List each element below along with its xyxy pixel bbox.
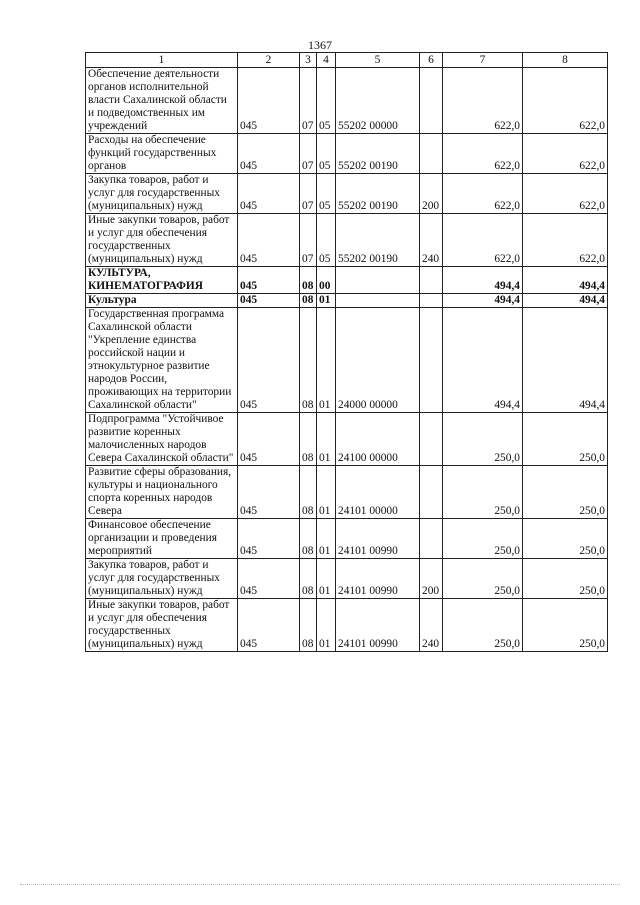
section-code: 07	[300, 68, 317, 134]
target-article-code: 24101 00990	[336, 599, 420, 652]
item-name: Обеспечение деятельности органов исполнительной власти Сахалинской области и подведомственных им учреждений	[86, 68, 238, 134]
amount-col7: 250,0	[443, 413, 523, 466]
column-header: 1	[86, 53, 238, 68]
target-article-code: 24101 00000	[336, 466, 420, 519]
subsection-code: 05	[317, 214, 336, 267]
subsection-code: 01	[317, 294, 336, 308]
table-row	[86, 174, 608, 214]
ministry-code: 045	[238, 308, 300, 413]
subsection-code: 00	[317, 267, 336, 294]
amount-col7: 494,4	[443, 308, 523, 413]
scan-noise	[20, 884, 620, 887]
item-name: КУЛЬТУРА, КИНЕМАТОГРАФИЯ	[86, 267, 238, 294]
expense-type-code	[420, 68, 443, 134]
ministry-code: 045	[238, 174, 300, 214]
amount-col8: 494,4	[523, 308, 608, 413]
budget-table	[85, 52, 608, 652]
expense-type-code: 200	[420, 174, 443, 214]
ministry-code: 045	[238, 599, 300, 652]
item-name: Иные закупки товаров, работ и услуг для обеспечения государственных (муниципальных) нужд	[86, 599, 238, 652]
subsection-code: 01	[317, 466, 336, 519]
item-name: Государственная программа Сахалинской области "Укрепление единства российской нации и этнокультурное развитие народов России, проживающих на территории Сахалинской области"	[86, 308, 238, 413]
amount-col7: 622,0	[443, 134, 523, 174]
amount-col7: 622,0	[443, 174, 523, 214]
target-article-code: 55202 00190	[336, 214, 420, 267]
expense-type-code	[420, 413, 443, 466]
section-code: 08	[300, 466, 317, 519]
section-code: 08	[300, 413, 317, 466]
table-row	[86, 267, 608, 294]
ministry-code: 045	[238, 466, 300, 519]
amount-col7: 494,4	[443, 267, 523, 294]
table-row	[86, 466, 608, 519]
table-row	[86, 68, 608, 134]
amount-col8: 250,0	[523, 466, 608, 519]
ministry-code: 045	[238, 214, 300, 267]
amount-col8: 250,0	[523, 599, 608, 652]
section-code: 08	[300, 308, 317, 413]
ministry-code: 045	[238, 559, 300, 599]
item-name: Закупка товаров, работ и услуг для государственных (муниципальных) нужд	[86, 559, 238, 599]
item-name: Закупка товаров, работ и услуг для государственных (муниципальных) нужд	[86, 174, 238, 214]
expense-type-code	[420, 267, 443, 294]
column-header: 8	[523, 53, 608, 68]
table-row	[86, 519, 608, 559]
amount-col8: 250,0	[523, 519, 608, 559]
section-code: 07	[300, 214, 317, 267]
subsection-code: 01	[317, 599, 336, 652]
subsection-code: 01	[317, 308, 336, 413]
expense-type-code	[420, 134, 443, 174]
table-row	[86, 214, 608, 267]
expense-type-code	[420, 519, 443, 559]
item-name: Финансовое обеспечение организации и проведения мероприятий	[86, 519, 238, 559]
target-article-code: 24101 00990	[336, 519, 420, 559]
section-code: 08	[300, 519, 317, 559]
target-article-code: 55202 00190	[336, 134, 420, 174]
target-article-code: 24000 00000	[336, 308, 420, 413]
subsection-code: 01	[317, 413, 336, 466]
expense-type-code: 240	[420, 599, 443, 652]
target-article-code: 24101 00990	[336, 559, 420, 599]
table-row	[86, 559, 608, 599]
amount-col7: 250,0	[443, 599, 523, 652]
amount-col7: 622,0	[443, 68, 523, 134]
column-header: 6	[420, 53, 443, 68]
item-name: Культура	[86, 294, 238, 308]
section-code: 07	[300, 134, 317, 174]
amount-col7: 250,0	[443, 559, 523, 599]
column-header: 2	[238, 53, 300, 68]
section-code: 08	[300, 267, 317, 294]
amount-col8: 622,0	[523, 214, 608, 267]
amount-col7: 250,0	[443, 519, 523, 559]
section-code: 08	[300, 294, 317, 308]
expense-type-code: 200	[420, 559, 443, 599]
page-number: 1367	[308, 38, 332, 52]
amount-col8: 494,4	[523, 294, 608, 308]
table-row	[86, 294, 608, 308]
ministry-code: 045	[238, 267, 300, 294]
amount-col8: 622,0	[523, 134, 608, 174]
item-name: Развитие сферы образования, культуры и национального спорта коренных народов Севера	[86, 466, 238, 519]
ministry-code: 045	[238, 68, 300, 134]
target-article-code: 55202 00190	[336, 174, 420, 214]
header-row	[86, 53, 608, 68]
column-header: 3	[300, 53, 317, 68]
subsection-code: 05	[317, 134, 336, 174]
section-code: 08	[300, 559, 317, 599]
subsection-code: 05	[317, 174, 336, 214]
column-header: 5	[336, 53, 420, 68]
target-article-code: 24100 00000	[336, 413, 420, 466]
item-name: Подпрограмма "Устойчивое развитие коренных малочисленных народов Севера Сахалинской области"	[86, 413, 238, 466]
section-code: 08	[300, 599, 317, 652]
ministry-code: 045	[238, 134, 300, 174]
amount-col8: 622,0	[523, 174, 608, 214]
subsection-code: 05	[317, 68, 336, 134]
table-row	[86, 134, 608, 174]
ministry-code: 045	[238, 413, 300, 466]
amount-col8: 250,0	[523, 559, 608, 599]
ministry-code: 045	[238, 294, 300, 308]
amount-col8: 622,0	[523, 68, 608, 134]
amount-col8: 250,0	[523, 413, 608, 466]
amount-col7: 622,0	[443, 214, 523, 267]
item-name: Иные закупки товаров, работ и услуг для обеспечения государственных (муниципальных) нужд	[86, 214, 238, 267]
ministry-code: 045	[238, 519, 300, 559]
column-header: 4	[317, 53, 336, 68]
expense-type-code: 240	[420, 214, 443, 267]
column-header: 7	[443, 53, 523, 68]
target-article-code	[336, 294, 420, 308]
target-article-code: 55202 00000	[336, 68, 420, 134]
expense-type-code	[420, 466, 443, 519]
table-row	[86, 308, 608, 413]
section-code: 07	[300, 174, 317, 214]
subsection-code: 01	[317, 519, 336, 559]
expense-type-code	[420, 294, 443, 308]
amount-col8: 494,4	[523, 267, 608, 294]
subsection-code: 01	[317, 559, 336, 599]
expense-type-code	[420, 308, 443, 413]
amount-col7: 494,4	[443, 294, 523, 308]
target-article-code	[336, 267, 420, 294]
amount-col7: 250,0	[443, 466, 523, 519]
table-row	[86, 413, 608, 466]
table-row	[86, 599, 608, 652]
item-name: Расходы на обеспечение функций государственных органов	[86, 134, 238, 174]
